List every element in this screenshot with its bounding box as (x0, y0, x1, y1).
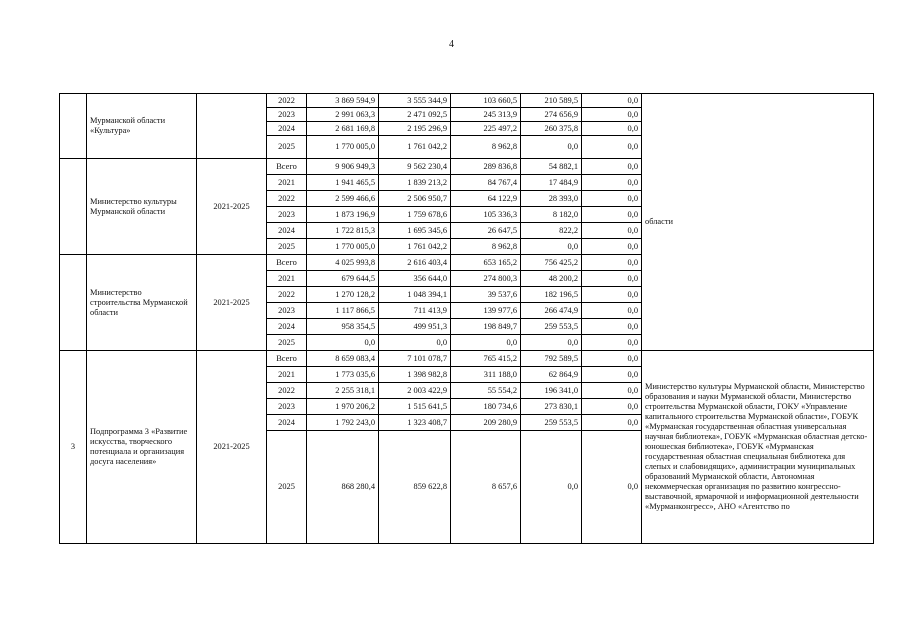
program-name-cell: Мурманской области «Культура» (87, 94, 197, 159)
amount-total-cell: 1 970 206,2 (307, 399, 379, 415)
amount-local-cell: 259 553,5 (521, 415, 582, 431)
amount-other-cell: 0,0 (582, 399, 642, 415)
amount-federal-cell: 653 165,2 (451, 255, 521, 271)
amount-federal-cell: 103 660,5 (451, 94, 521, 108)
amount-federal-cell: 765 415,2 (451, 351, 521, 367)
amount-other-cell: 0,0 (582, 415, 642, 431)
amount-other-cell: 0,0 (582, 319, 642, 335)
year-cell: 2021 (267, 271, 307, 287)
amount-total-cell: 1 117 866,5 (307, 303, 379, 319)
year-cell: 2023 (267, 108, 307, 122)
amount-regional-cell: 1 398 982,8 (379, 367, 451, 383)
amount-regional-cell: 1 048 394,1 (379, 287, 451, 303)
amount-local-cell: 182 196,5 (521, 287, 582, 303)
amount-local-cell: 0,0 (521, 136, 582, 159)
amount-other-cell: 0,0 (582, 383, 642, 399)
amount-regional-cell: 1 839 213,2 (379, 175, 451, 191)
amount-federal-cell: 26 647,5 (451, 223, 521, 239)
amount-federal-cell: 289 836,8 (451, 159, 521, 175)
amount-local-cell: 260 375,8 (521, 122, 582, 136)
year-cell: 2024 (267, 319, 307, 335)
period-cell: 2021-2025 (197, 159, 267, 255)
table-row (60, 351, 874, 367)
amount-local-cell: 756 425,2 (521, 255, 582, 271)
amount-other-cell: 0,0 (582, 175, 642, 191)
amount-total-cell: 1 270 128,2 (307, 287, 379, 303)
amount-local-cell: 196 341,0 (521, 383, 582, 399)
amount-total-cell: 1 792 243,0 (307, 415, 379, 431)
amount-total-cell: 679 644,5 (307, 271, 379, 287)
amount-regional-cell: 1 759 678,6 (379, 207, 451, 223)
year-cell: 2022 (267, 287, 307, 303)
amount-total-cell: 2 681 169,8 (307, 122, 379, 136)
amount-other-cell: 0,0 (582, 94, 642, 108)
year-cell: 2021 (267, 367, 307, 383)
period-cell (197, 94, 267, 159)
amount-federal-cell: 55 554,2 (451, 383, 521, 399)
year-cell: 2025 (267, 239, 307, 255)
amount-regional-cell: 9 562 230,4 (379, 159, 451, 175)
amount-regional-cell: 2 003 422,9 (379, 383, 451, 399)
year-cell: Всего (267, 159, 307, 175)
amount-total-cell: 2 991 063,3 (307, 108, 379, 122)
amount-federal-cell: 245 313,9 (451, 108, 521, 122)
amount-regional-cell: 356 644,0 (379, 271, 451, 287)
table-body (60, 94, 874, 544)
program-name-cell: Министерство культуры Мурманской области (87, 159, 197, 255)
year-cell: 2025 (267, 335, 307, 351)
amount-local-cell: 792 589,5 (521, 351, 582, 367)
amount-total-cell: 0,0 (307, 335, 379, 351)
amount-regional-cell: 1 761 042,2 (379, 136, 451, 159)
amount-total-cell: 1 722 815,3 (307, 223, 379, 239)
amount-regional-cell: 2 616 403,4 (379, 255, 451, 271)
amount-local-cell: 17 484,9 (521, 175, 582, 191)
amount-total-cell: 1 770 005,0 (307, 136, 379, 159)
year-cell: 2021 (267, 175, 307, 191)
row-index-cell (60, 255, 87, 351)
amount-regional-cell: 2 195 296,9 (379, 122, 451, 136)
amount-total-cell: 868 280,4 (307, 431, 379, 544)
amount-federal-cell: 198 849,7 (451, 319, 521, 335)
program-name-cell: Министерство строительства Мурманской области (87, 255, 197, 351)
amount-local-cell: 8 182,0 (521, 207, 582, 223)
amount-local-cell: 54 882,1 (521, 159, 582, 175)
amount-other-cell: 0,0 (582, 108, 642, 122)
amount-other-cell: 0,0 (582, 351, 642, 367)
amount-total-cell: 1 873 196,9 (307, 207, 379, 223)
amount-federal-cell: 8 962,8 (451, 239, 521, 255)
amount-regional-cell: 711 413,9 (379, 303, 451, 319)
amount-local-cell: 259 553,5 (521, 319, 582, 335)
amount-regional-cell: 3 555 344,9 (379, 94, 451, 108)
amount-federal-cell: 105 336,3 (451, 207, 521, 223)
amount-local-cell: 28 393,0 (521, 191, 582, 207)
amount-local-cell: 274 656,9 (521, 108, 582, 122)
amount-regional-cell: 1 515 641,5 (379, 399, 451, 415)
year-cell: 2022 (267, 191, 307, 207)
amount-local-cell: 0,0 (521, 335, 582, 351)
executors-cell: Министерство культуры Мурманской области, Министерство образования и науки Мурманской области, Министерство строительства Мурманской области, ГОКУ «Управление капитального строительства Мурманской области», ГОБУК «Мурманская государственная областная универсальная научная библиотека», ГОБУК «Мурманская областная детско-юношеская библиотека», ГОБУК «Мурманская государственная областная специальная библиотека для слепых и слабовидящих», администрации муниципальных образований Мурманской области, Автономная некоммерческая организация по развитию конгрессно-выставочной, ярмарочной и информационной деятельности «Мурманконгресс», АНО «Агентство по (642, 351, 874, 544)
amount-other-cell: 0,0 (582, 136, 642, 159)
program-name-cell: Подпрограмма 3 «Развитие искусства, творческого потенциала и организация досуга населения» (87, 351, 197, 544)
amount-other-cell: 0,0 (582, 367, 642, 383)
amount-total-cell: 1 941 465,5 (307, 175, 379, 191)
amount-federal-cell: 225 497,2 (451, 122, 521, 136)
amount-federal-cell: 180 734,6 (451, 399, 521, 415)
amount-total-cell: 1 773 035,6 (307, 367, 379, 383)
amount-other-cell: 0,0 (582, 239, 642, 255)
amount-regional-cell: 1 695 345,6 (379, 223, 451, 239)
amount-federal-cell: 64 122,9 (451, 191, 521, 207)
year-cell: 2022 (267, 94, 307, 108)
amount-regional-cell: 7 101 078,7 (379, 351, 451, 367)
year-cell: 2022 (267, 383, 307, 399)
amount-local-cell: 273 830,1 (521, 399, 582, 415)
amount-other-cell: 0,0 (582, 303, 642, 319)
year-cell: 2024 (267, 223, 307, 239)
page-number: 4 (449, 39, 454, 50)
amount-total-cell: 1 770 005,0 (307, 239, 379, 255)
year-cell: 2023 (267, 399, 307, 415)
amount-total-cell: 2 599 466,6 (307, 191, 379, 207)
year-cell: Всего (267, 255, 307, 271)
amount-other-cell: 0,0 (582, 223, 642, 239)
year-cell: 2025 (267, 136, 307, 159)
amount-federal-cell: 8 962,8 (451, 136, 521, 159)
row-index-cell (60, 159, 87, 255)
amount-other-cell: 0,0 (582, 431, 642, 544)
table-row (60, 94, 874, 108)
amount-regional-cell: 0,0 (379, 335, 451, 351)
amount-regional-cell: 2 506 950,7 (379, 191, 451, 207)
amount-other-cell: 0,0 (582, 191, 642, 207)
executors-cell: области (642, 94, 874, 351)
period-cell: 2021-2025 (197, 255, 267, 351)
year-cell: 2024 (267, 122, 307, 136)
amount-regional-cell: 499 951,3 (379, 319, 451, 335)
amount-total-cell: 3 869 594,9 (307, 94, 379, 108)
amount-regional-cell: 2 471 092,5 (379, 108, 451, 122)
amount-federal-cell: 274 800,3 (451, 271, 521, 287)
amount-other-cell: 0,0 (582, 271, 642, 287)
amount-total-cell: 8 659 083,4 (307, 351, 379, 367)
amount-local-cell: 48 200,2 (521, 271, 582, 287)
amount-federal-cell: 209 280,9 (451, 415, 521, 431)
amount-local-cell: 266 474,9 (521, 303, 582, 319)
amount-regional-cell: 1 761 042,2 (379, 239, 451, 255)
year-cell: 2025 (267, 431, 307, 544)
amount-other-cell: 0,0 (582, 159, 642, 175)
amount-federal-cell: 8 657,6 (451, 431, 521, 544)
row-index-cell (60, 94, 87, 159)
amount-federal-cell: 311 188,0 (451, 367, 521, 383)
amount-total-cell: 958 354,5 (307, 319, 379, 335)
year-cell: 2024 (267, 415, 307, 431)
amount-regional-cell: 859 622,8 (379, 431, 451, 544)
amount-other-cell: 0,0 (582, 207, 642, 223)
year-cell: 2023 (267, 207, 307, 223)
amount-other-cell: 0,0 (582, 335, 642, 351)
amount-other-cell: 0,0 (582, 122, 642, 136)
amount-federal-cell: 39 537,6 (451, 287, 521, 303)
budget-table (59, 93, 874, 544)
amount-local-cell: 0,0 (521, 239, 582, 255)
amount-local-cell: 822,2 (521, 223, 582, 239)
amount-other-cell: 0,0 (582, 255, 642, 271)
amount-local-cell: 210 589,5 (521, 94, 582, 108)
amount-federal-cell: 139 977,6 (451, 303, 521, 319)
amount-federal-cell: 0,0 (451, 335, 521, 351)
year-cell: 2023 (267, 303, 307, 319)
amount-total-cell: 9 906 949,3 (307, 159, 379, 175)
amount-local-cell: 62 864,9 (521, 367, 582, 383)
period-cell: 2021-2025 (197, 351, 267, 544)
row-index-cell: 3 (60, 351, 87, 544)
amount-other-cell: 0,0 (582, 287, 642, 303)
amount-total-cell: 2 255 318,1 (307, 383, 379, 399)
amount-regional-cell: 1 323 408,7 (379, 415, 451, 431)
year-cell: Всего (267, 351, 307, 367)
amount-federal-cell: 84 767,4 (451, 175, 521, 191)
amount-local-cell: 0,0 (521, 431, 582, 544)
amount-total-cell: 4 025 993,8 (307, 255, 379, 271)
